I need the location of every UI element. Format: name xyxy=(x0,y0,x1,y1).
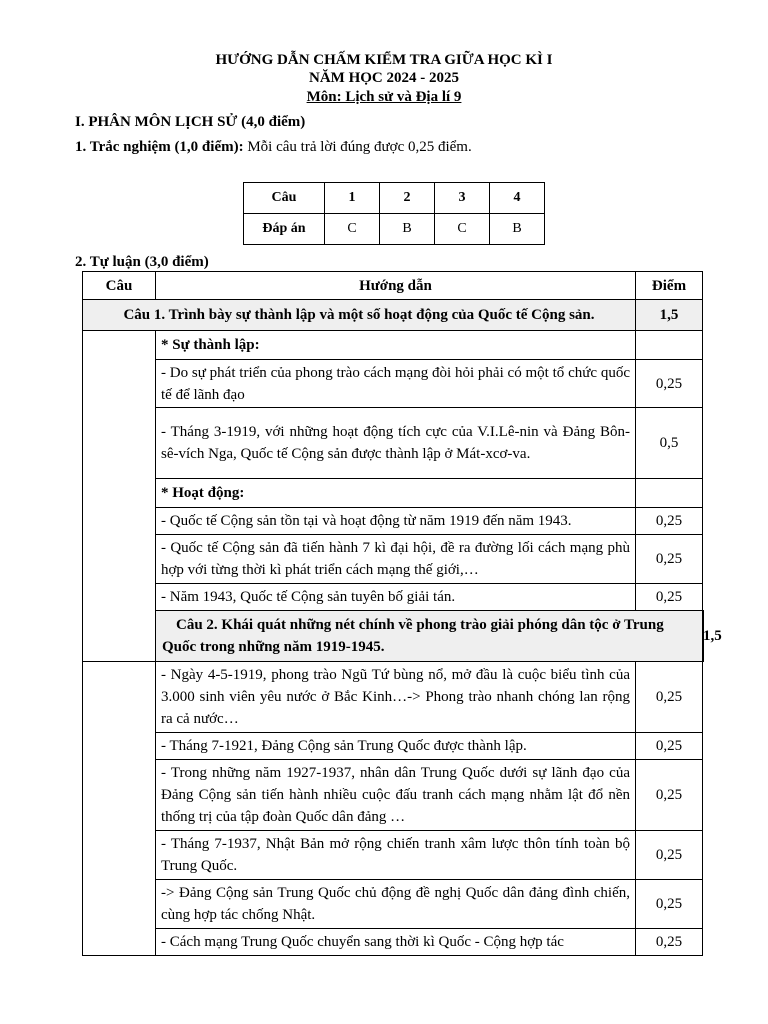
rubric-score: 0,25 xyxy=(636,831,703,880)
subject-text: Môn: Lịch sử và Địa lí 9 xyxy=(306,89,462,105)
subheading: * Sự thành lập: xyxy=(156,331,636,360)
rubric-text: - Do sự phát triển của phong trào cách mạng đòi hỏi phải có một tổ chức quốc tế để lãnh đạo xyxy=(156,360,636,408)
rubric-score: 0,5 xyxy=(636,408,703,479)
question-row xyxy=(83,300,704,331)
rubric-text: - Quốc tế Cộng sản đã tiến hành 7 kì đại hội, đề ra đường lối cách mạng phù hợp với từng thời kì phát triển cách mạng thế giới,… xyxy=(156,535,636,584)
col-header-diem: Điểm xyxy=(636,272,703,300)
mc-note: Mỗi câu trả lời đúng được 0,25 điểm. xyxy=(243,139,472,155)
rubric-text: - Tháng 7-1937, Nhật Bản mở rộng chiến tranh xâm lược thôn tính toàn bộ Trung Quốc. xyxy=(156,831,636,880)
score-cell xyxy=(636,331,703,360)
rubric-row xyxy=(83,408,704,479)
rubric-text: - Trong những năm 1927-1937, nhân dân Trung Quốc dưới sự lãnh đạo của Đảng Cộng sản tiến hành nhiều cuộc đấu tranh cách mạng nhằm lật đổ nền thống trị của tập đoàn Quốc dân đảng … xyxy=(156,760,636,831)
mc-answer: B xyxy=(380,214,435,245)
mc-answer: B xyxy=(490,214,545,245)
rubric-score: 0,25 xyxy=(636,733,703,760)
rubric-text: - Cách mạng Trung Quốc chuyển sang thời kì Quốc - Cộng hợp tác xyxy=(156,929,636,956)
rubric-score: 0,25 xyxy=(636,880,703,929)
rubric-row xyxy=(83,508,704,535)
essay-header-row xyxy=(83,272,704,300)
mc-answer: C xyxy=(435,214,490,245)
essay-heading: 2. Tự luận (3,0 điểm) xyxy=(75,254,209,270)
subheading-row xyxy=(83,479,704,508)
mc-question-row xyxy=(244,183,545,214)
mc-question-number: 3 xyxy=(435,183,490,214)
question-title: Câu 1. Trình bày sự thành lập và một số hoạt động của Quốc tế Cộng sản. xyxy=(83,300,636,331)
mc-answer-row xyxy=(244,214,545,245)
question-title: Câu 2. Khái quát những nét chính về phong trào giải phóng dân tộc ở Trung Quốc trong những năm 1919-1945. xyxy=(156,611,703,662)
rubric-row xyxy=(83,880,704,929)
rubric-text: - Quốc tế Cộng sản tồn tại và hoạt động từ năm 1919 đến năm 1943. xyxy=(156,508,636,535)
rubric-score: 0,25 xyxy=(636,508,703,535)
mc-question-number: 1 xyxy=(325,183,380,214)
rubric-text: - Tháng 3-1919, với những hoạt động tích cực của V.I.Lê-nin và Đảng Bôn-sê-vích Nga, Quốc tế Cộng sản được thành lập ở Mát-xcơ-va. xyxy=(156,408,636,479)
mc-row-label: Câu xyxy=(244,183,325,214)
essay-rubric-table xyxy=(82,271,722,956)
rubric-score: 0,25 xyxy=(636,360,703,408)
question-score: 1,5 xyxy=(636,300,703,331)
question-score: 1,5 xyxy=(703,611,704,662)
doc-title: HƯỚNG DẪN CHẤM KIỂM TRA GIỮA HỌC KÌ I xyxy=(215,52,553,68)
section-history-title: I. PHÂN MÔN LỊCH SỬ (4,0 điểm) xyxy=(75,114,306,130)
rubric-score: 0,25 xyxy=(636,662,703,733)
mc-question-number: 4 xyxy=(490,183,545,214)
rubric-text: - Năm 1943, Quốc tế Cộng sản tuyên bố giải tán. xyxy=(156,584,636,611)
subject-line xyxy=(0,89,768,106)
subheading-row xyxy=(83,331,704,360)
rubric-score: 0,25 xyxy=(636,535,703,584)
question-row xyxy=(83,611,704,662)
rubric-row xyxy=(83,662,704,733)
mc-answer-label: Đáp án xyxy=(244,214,325,245)
rubric-text: - Ngày 4-5-1919, phong trào Ngũ Tứ bùng nổ, mở đầu là cuộc biểu tình của 3.000 sinh viên yêu nước ở Bắc Kinh…-> Phong trào nhanh chóng lan rộng ra cả nước… xyxy=(156,662,636,733)
rubric-row xyxy=(83,360,704,408)
mc-title: 1. Trắc nghiệm (1,0 điểm): xyxy=(75,139,244,155)
mc-heading xyxy=(75,139,472,156)
score-cell xyxy=(636,479,703,508)
rubric-row xyxy=(83,760,704,831)
rubric-row xyxy=(83,584,704,611)
rubric-text: -> Đảng Cộng sản Trung Quốc chủ động đề nghị Quốc dân đảng đình chiến, cùng hợp tác chống Nhật. xyxy=(156,880,636,929)
rubric-score: 0,25 xyxy=(636,584,703,611)
rubric-score: 0,25 xyxy=(636,760,703,831)
subheading: * Hoạt động: xyxy=(156,479,636,508)
rubric-score: 0,25 xyxy=(636,929,703,956)
rubric-row xyxy=(83,831,704,880)
school-year: NĂM HỌC 2024 - 2025 xyxy=(309,70,459,86)
col-header-huong-dan: Hướng dẫn xyxy=(156,272,636,300)
rubric-row xyxy=(83,733,704,760)
rubric-text: - Tháng 7-1921, Đảng Cộng sản Trung Quốc được thành lập. xyxy=(156,733,636,760)
question-cell xyxy=(83,331,156,662)
mc-answer-table xyxy=(243,182,545,245)
rubric-row xyxy=(83,929,704,956)
mc-answer: C xyxy=(325,214,380,245)
question-cell xyxy=(83,662,156,956)
rubric-row xyxy=(83,535,704,584)
col-header-cau: Câu xyxy=(83,272,156,300)
mc-question-number: 2 xyxy=(380,183,435,214)
